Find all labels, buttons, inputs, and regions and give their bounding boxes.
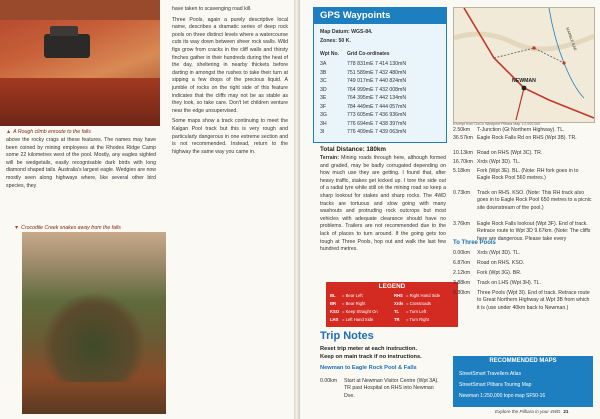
gps-row: 3E 764 395mE 7 442 134mN (320, 95, 407, 101)
page-number: 21 (563, 409, 569, 414)
legend-item: TR = Turn Right (394, 317, 429, 322)
trip-log-row: 0.73km Track on RHS. KSO. (Note: This RH track also goes in to Eagle Rock Pool 650 metres to a picnic site downstream of the pool.) (453, 190, 592, 211)
legend-title: LEGEND (378, 283, 406, 290)
total-distance: Total Distance: 180km (320, 146, 387, 153)
terrain-paragraph (320, 155, 446, 254)
trip-log-row: 36.57km Eagle Rock Falls Rd on RHS (Wpt 3B). TR. (453, 135, 577, 141)
map-label-marble-bar: MARBLE BAR (565, 26, 578, 52)
gps-row: 3C 749 017mE 7 440 824mN (320, 78, 407, 84)
left-col1-para: above the rocky crags at these features. The names may have been coined by mining employees at the Rhodes Ridge Camp some 22 kilometres west of the pool. Mostly, any eagles sighted will be wedgetails, easily recognisable dark birds with long diamond shaped tails. Australia's largest eagle. Wedgies are now mostly seen along highways where, like several other bird species, they (6, 137, 156, 189)
trip-log-row: 2.12km Fork (Wpt 3G). BR. (453, 270, 522, 276)
trip-notes-instruction-2: Keep on main track if no instructions. (320, 354, 422, 360)
photo-crocodile-creek (22, 232, 166, 414)
trip-log-row: 2.50km T-Junction (Gt Northern Highway). TL. (453, 127, 565, 133)
gps-header-row: Wpt No. Grid Co-ordinates (320, 51, 390, 57)
gps-row: 3D 764 999mE 7 432 008mN (320, 86, 407, 93)
caption-bottom: ▼ Crocodile Creek snakes away from the falls (14, 225, 121, 231)
trip-log-row: 0.00km Xrds (Wpt 3D). TL. (453, 250, 521, 256)
legend-item: Xrds = Crossroads (394, 301, 432, 306)
caption-top: ▲ A Rough climb enroute to the falls (6, 129, 91, 135)
left-col2-para-3: Some maps show a track continuing to meet the Kalgan Pool track but this is very rough and particularly dangerous in one extreme section and is not recommended. Instead, return to the highway the same way you came in. (172, 118, 288, 155)
caption-triangle-icon: ▲ (6, 129, 12, 135)
legend-item: BL = Bear Left (330, 293, 363, 298)
trip-log-row: 16.70km Xrds (Wpt 3D). TL. (453, 159, 521, 165)
three-pools-heading: To Three Pools (453, 240, 496, 246)
recommended-maps-title: RECOMMENDED MAPS (489, 358, 557, 364)
map-note: Excerpt from GoGo Westprint Pilbara Map 1:2,000,000 (453, 122, 541, 126)
gps-row: 3B 751 589mE 7 432 480mN (320, 69, 407, 76)
gps-title: GPS Waypoints (314, 8, 446, 24)
recommended-map-item: StreetSmart Pilbara Touring Map (459, 382, 532, 388)
gps-datum: Map Datum: WGS-84. (320, 29, 373, 35)
gps-rows (320, 60, 442, 137)
footer-text: Explore the Pilbara in your 4WD (495, 409, 561, 414)
recommended-map-item: Newman 1:250,000 topo map SF50-16 (459, 393, 546, 399)
left-col2-para-1: have taken to scavenging road kill. (172, 6, 252, 12)
gps-row: 3G 773 605mE 7 436 936mN (320, 112, 407, 118)
route-map (453, 7, 595, 123)
legend-box (326, 282, 458, 327)
trip-log-row: 3.88km Track on LHS (Wpt 3H). TL. (453, 280, 541, 286)
recommended-map-item: StreetSmart Travellers Atlas (459, 371, 521, 377)
vehicle-icon (44, 34, 90, 58)
photo-rough-climb (0, 0, 160, 126)
page-footer (495, 409, 569, 414)
legend-item: BR = Bear Right (330, 301, 366, 306)
trip-notes-instruction-1: Reset trip meter at each instruction. (320, 346, 418, 352)
legend-item: TL = Turn Left (394, 309, 427, 314)
trip-log-row: 5.18km Fork (Wpt 3E). BL. (Note: RH fork goes in to Eagle Rock Pool 560 metres.) (453, 168, 579, 182)
left-column-1 (6, 137, 156, 193)
map-label-newman: NEWMAN (512, 78, 536, 84)
left-col2-para-2: Three Pools, again a purely descriptive local name, describes a dramatic series of deep rock pools on three distinct levels where a watercourse cuts its way down between sheer rock walls. Wild figs grow from cracks in the cliff walls and thirsty finches gather in their hundreds during the heat of the day, sheltering in nearby thickets before darting in amongst the rushes to take their turn at sipping a few drops of the precious liquid. A jumble of rocks on the right side of this feature indicates that the cliffs may not be as stable as they look, so take care. Don't let children venture near the edge unsupervised. (172, 16, 288, 114)
trip-section-heading: Newman to Eagle Rock Pool & Falls (320, 365, 417, 371)
trip-notes-title: Trip Notes (320, 330, 374, 342)
left-column-2 (172, 6, 288, 159)
gps-row: 3F 784 449mE 7 444 057mN (320, 103, 407, 110)
gps-row: 3I 776 409mE 7 439 063mN (320, 129, 407, 135)
trip-log-row: 0.00km Start at Newman Visitor Centre (Wpt 3A). TR past Hospital on RHS into Newman Dve. (320, 378, 439, 399)
route-map-graphic (454, 8, 594, 122)
trip-log-row: 10.13km Road on RHS (Wpt 3C). TR. (453, 150, 543, 156)
caption-triangle-icon: ▼ (14, 225, 20, 231)
gps-zones: Zones: 50 K. (320, 38, 351, 44)
gps-waypoints-box (313, 7, 447, 143)
legend-item: LHS = Left Hand Side (330, 317, 374, 322)
gps-row: 3H 776 694mE 7 438 397mN (320, 120, 407, 127)
legend-item: KSO = Keep Straight On (330, 309, 378, 314)
trip-log-row: 6.87km Road on RHS. KSO. (453, 260, 525, 266)
terrain-text: Mining roads through here, although formed and graded, may be badly corrugated depending on how much use they are getting. I found that, after heavy traffic, stakes get kicked up. I tore the side out of a radial tyre while still on the mining road so keep a sharp lookout for stakes and sharp rocks. The 4WD tracks are tortuous and slow going with many washouts and protruding rock outcrops but most vehicles with adequate clearance should have no problems. Trailers are not recommended due to the lack of places to turn around. If the going gets too tough at Three Pools, hop out and walk the last few hundred metres. (320, 155, 446, 253)
trip-log-row: 0.80km Three Pools (Wpt 3I). End of track. Retrace route to Great Northern Highway at Wpt 3B from which it is (use under 40km back to Newman.) (453, 290, 590, 311)
legend-item: RHS = Right Hand Side (394, 293, 441, 298)
gps-row: 3A 778 831mE 7 414 130mN (320, 61, 407, 67)
terrain-lead: Terrain: (320, 155, 339, 161)
recommended-maps-box (453, 356, 593, 407)
trip-log-row: 3.76km Eagle Rock Falls lookout (Wpt 3F). End of track. Retrace route to Wpt 3D 9.67km. (Note: The cliffs here are dangerous. Please take every (453, 221, 591, 241)
